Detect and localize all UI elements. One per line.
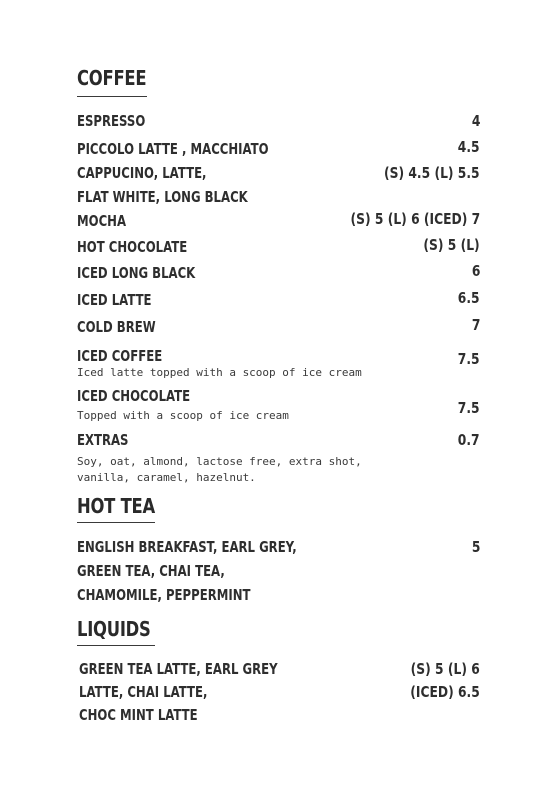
menu-price-extras: 0.7 <box>458 431 480 449</box>
menu-price-cold-brew: 7 <box>471 316 480 334</box>
menu-item-iced-long-black: ICED LONG BLACK <box>77 264 196 282</box>
section-underline-coffee <box>77 96 147 97</box>
menu-desc-iced-chocolate: Topped with a scoop of ice cream <box>77 409 289 422</box>
section-title-liquids: LIQUIDS <box>77 617 151 641</box>
menu-item-iced-chocolate: ICED CHOCOLATE <box>77 387 191 405</box>
menu-item-iced-latte: ICED LATTE <box>77 291 152 309</box>
menu-price-hot-chocolate: (S) 5 (L) <box>423 236 480 254</box>
menu-item-cold-brew: COLD BREW <box>77 318 156 336</box>
menu-item-piccolo: PICCOLO LATTE , MACCHIATO <box>77 140 269 158</box>
menu-item-hot-chocolate: HOT CHOCOLATE <box>77 238 188 256</box>
menu-item-cappucino: CAPPUCINO, LATTE, FLAT WHITE, LONG BLACK <box>77 164 248 206</box>
menu-price-liquids: (S) 5 (L) 6 (ICED) 6.5 <box>410 660 480 701</box>
menu-price-espresso: 4 <box>471 112 480 130</box>
menu-price-mocha: (S) 5 (L) 6 (ICED) 7 <box>350 210 480 228</box>
section-title-hot-tea: HOT TEA <box>77 494 155 518</box>
section-underline-liquids <box>77 645 155 646</box>
menu-item-hot-tea-list: ENGLISH BREAKFAST, EARL GREY, GREEN TEA, CHAI TEA, CHAMOMILE, PEPPERMINT <box>77 538 297 604</box>
menu-price-iced-long-black: 6 <box>471 262 480 280</box>
menu-price-cappucino: (S) 4.5 (L) 5.5 <box>384 164 480 182</box>
menu-item-espresso: ESPRESSO <box>77 112 146 130</box>
menu-desc-extras: Soy, oat, almond, lactose free, extra shot, vanilla, caramel, hazelnut. <box>77 455 362 484</box>
menu-desc-iced-coffee: Iced latte topped with a scoop of ice cream <box>77 366 362 379</box>
menu-price-hot-tea: 5 <box>471 538 480 556</box>
menu-item-iced-coffee: ICED COFFEE <box>77 347 163 365</box>
menu-price-iced-coffee: 7.5 <box>458 350 480 368</box>
section-title-coffee: COFFEE <box>77 66 147 90</box>
menu-item-extras: EXTRAS <box>77 431 129 449</box>
menu-price-piccolo: 4.5 <box>458 138 480 156</box>
menu-price-iced-latte: 6.5 <box>458 289 480 307</box>
section-underline-hot-tea <box>77 522 155 523</box>
menu-price-iced-chocolate: 7.5 <box>458 399 480 417</box>
menu-item-liquids-list: GREEN TEA LATTE, EARL GREY LATTE, CHAI LATTE, CHOC MINT LATTE <box>79 660 278 724</box>
menu-item-mocha: MOCHA <box>77 212 127 230</box>
